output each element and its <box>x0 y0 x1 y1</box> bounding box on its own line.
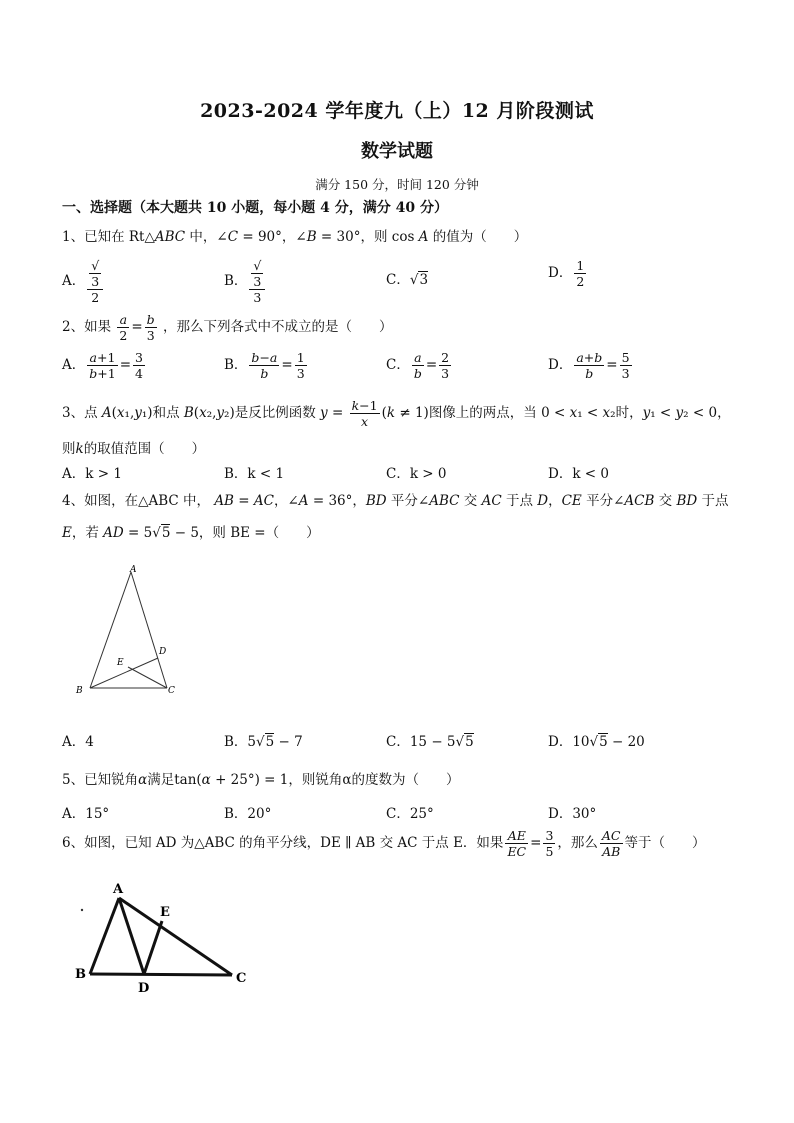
q4-option-a: A．4 <box>62 734 94 750</box>
question-3 <box>62 398 731 429</box>
q4-math: AB = AC，∠A = 36°，BD 平分∠ABC 交 AC 于点 D，CE 平分∠ACB 交 BD 于点 <box>214 493 729 509</box>
q3-option-b: B．k < 1 <box>224 466 285 482</box>
q3-math: A(x₁,y₁)和点 B(x₂,y₂)是反比例函数 y = $\frac{k-1}{x}$ (k ≠ 1)图像上的两点，当 0 < x₁ < x₂时，y₁ < y₂ < 0， <box>101 398 731 429</box>
fig4-label-d: D <box>159 647 167 657</box>
fig4-label-b: B <box>76 686 83 696</box>
fig6-label-a: A <box>113 882 124 897</box>
figure-q6-triangle <box>70 878 260 1000</box>
q2-suffix: ，那么下列各式中不成立的是（ ） <box>162 319 393 335</box>
q6-mid: ，那么 <box>557 835 598 851</box>
fig4-label-a: A <box>130 565 137 575</box>
question-3-line2: 则k的取值范围（ ） <box>62 441 206 457</box>
q5-option-a: A．15° <box>62 806 110 822</box>
q1-option-b: B． √ 3 3 <box>224 258 267 305</box>
question-4-line2: E，若 AD = 5√5 − 5，则 BE =（ ） <box>62 525 320 541</box>
q5-prefix: 5、已知锐角 <box>62 772 139 788</box>
fig4-label-e: E <box>117 658 124 668</box>
q2-option-c: C． $\frac{a}{b}$ = $\frac{2}{3}$ <box>386 350 450 381</box>
q4-option-b: B．5√5 − 7 <box>224 734 303 750</box>
q3-option-c: C．k > 0 <box>386 466 447 482</box>
question-5: 5、已知锐角α满足tan(α + 25°) = 1，则锐角α的度数为（ ） <box>62 772 460 788</box>
fig6-label-b: B <box>75 967 86 982</box>
q5-option-c: C．25° <box>386 806 434 822</box>
q4-line1: 4、如图，在△ABC 中， <box>62 493 211 509</box>
q2-option-b: B． $\frac{b-a}{b}$ = $\frac{1}{3}$ <box>224 350 305 381</box>
exam-subject: 数学试题 <box>361 141 433 162</box>
fig4-label-c: C <box>168 686 175 696</box>
q5-mid: 满足 <box>147 772 175 788</box>
q1-math: Rt△ABC 中，∠C = 90°，∠B = 30°，则 cos A <box>128 229 429 245</box>
fig6-label-e: E <box>160 905 170 920</box>
q2-option-d: D． $\frac{a+b}{b}$ = $\frac{5}{3}$ <box>548 350 630 381</box>
q1-option-a: A． √ 3 2 <box>62 258 105 305</box>
q1-option-c: C．√3 <box>386 272 429 288</box>
q3-line2-suffix: 的取值范围（ ） <box>83 441 206 457</box>
question-6: 6、如图，已知 AD 为△ABC 的角平分线，DE ∥ AB 交 AC 于点 E．如果 $\frac{AE}{EC}$ = $\frac{3}{5}$ ，那么 $\frac{AC}{AB}$ 等于（ ） <box>62 828 706 859</box>
fig6-label-c: C <box>236 971 247 986</box>
fig6-label-d: D <box>138 981 150 996</box>
q6-prefix: 6、如图，已知 AD 为△ABC 的角平分线，DE ∥ AB 交 AC 于点 E．如果 <box>62 835 504 851</box>
q5-option-b: B．20° <box>224 806 272 822</box>
q3-prefix: 3、点 <box>62 405 98 421</box>
q3-line2-prefix: 则 <box>62 441 76 457</box>
q2-prefix: 2、如果 <box>62 319 112 335</box>
q5-suffix: ，则锐角α的度数为（ ） <box>288 772 460 788</box>
q3-option-d: D．k < 0 <box>548 466 609 482</box>
q2-option-a: A． $\frac{a+1}{b+1}$ = $\frac{3}{4}$ <box>62 350 143 381</box>
exam-title: 2023-2024 学年度九（上）12 月阶段测试 <box>200 100 594 122</box>
q1-prefix: 1、已知在 <box>62 229 125 245</box>
q1-option-d: D． $\frac{1}{2}$ <box>548 258 585 289</box>
question-4 <box>62 489 729 509</box>
question-2: 2、如果 $\frac{a}{2}$ = $\frac{b}{3}$ ，那么下列各式中不成立的是（ ） <box>62 312 393 343</box>
q4-line2-suffix: ，则 BE =（ ） <box>198 525 320 541</box>
q4-option-d: D．10√5 − 20 <box>548 734 645 750</box>
q5-option-d: D．30° <box>548 806 597 822</box>
q6-suffix: 等于（ ） <box>624 835 706 851</box>
q4-option-c: C．15 − 5√5 <box>386 734 474 750</box>
section-heading: 一、选择题（本大题共 10 小题，每小题 4 分，满分 40 分） <box>62 200 448 216</box>
exam-meta: 满分 150 分，时间 120 分钟 <box>315 177 479 192</box>
q1-suffix: 的值为（ ） <box>432 229 528 245</box>
figure-q4-triangle <box>70 560 190 700</box>
q3-option-a: A．k > 1 <box>62 466 122 482</box>
question-1 <box>62 225 527 245</box>
